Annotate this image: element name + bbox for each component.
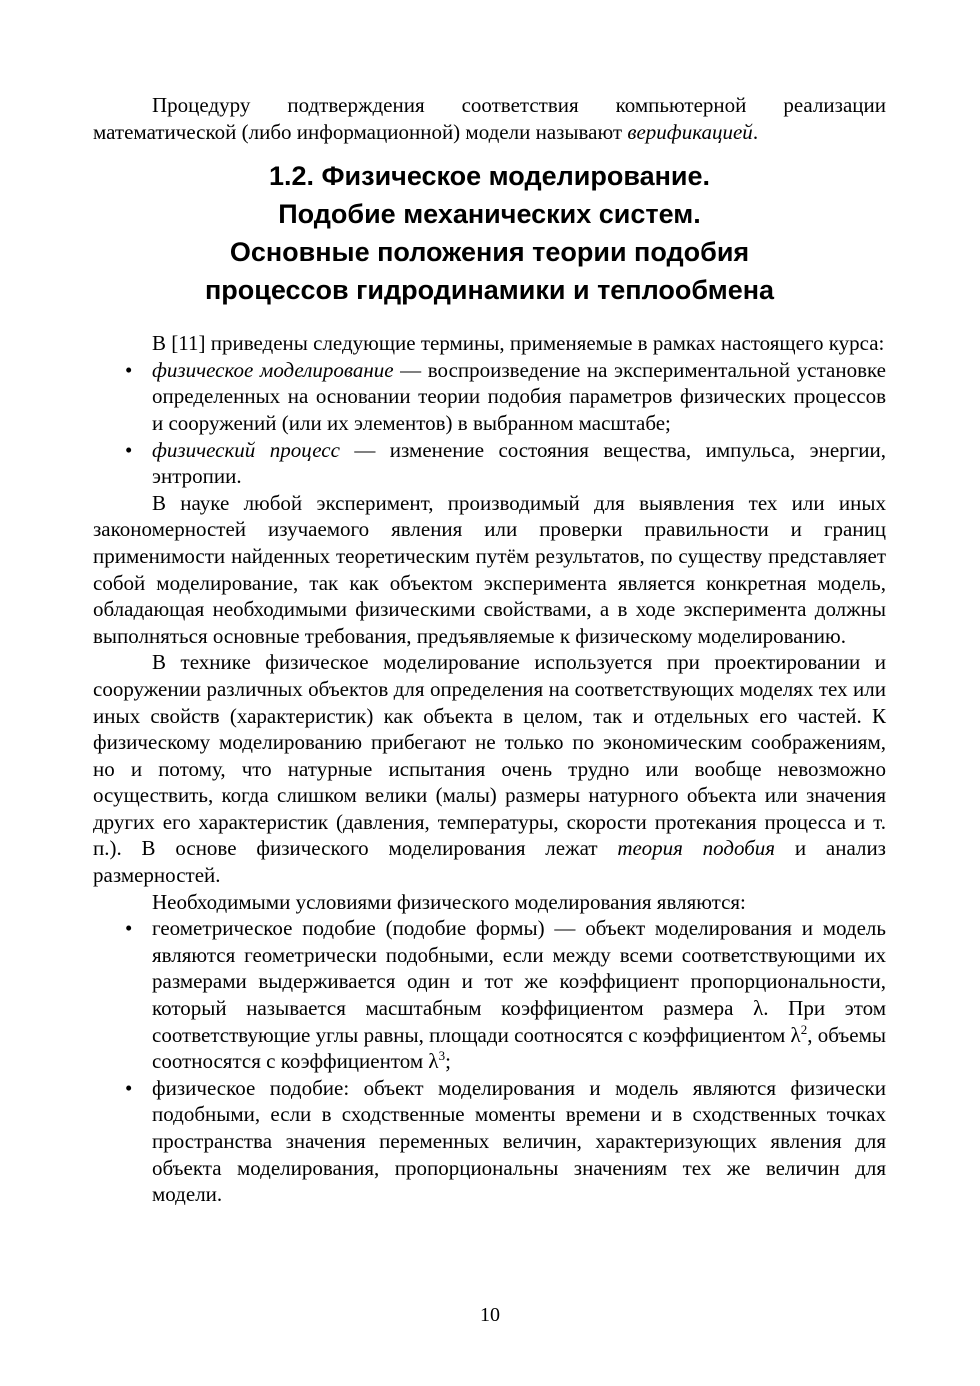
physical-text: физическое подобие: объект моделирования и модель являются физически подобными, если в сходственные моменты времени и в сходственных точках пространства значения переменных величин, характеризующих явления для объекта моделирования, пропорциональны значениям тех же величин для модели. [152,1075,886,1207]
conditions-list [93,915,886,1208]
terms-list [93,357,886,490]
bullet-icon: • [125,357,133,382]
list-item [93,915,886,1075]
heading-line: процессов гидродинамики и теплообмена [204,275,775,306]
page-body [93,92,886,1208]
heading-line: 1.2. Физическое моделирование. [268,161,711,192]
geometric-end: ; [445,1049,451,1074]
intro-end: . [752,119,759,144]
bullet-icon: • [125,916,133,941]
superscript-2: 2 [800,1021,808,1037]
intro-paragraph [93,92,886,145]
list-item [93,1075,886,1208]
list-item [93,437,886,490]
geometric-text: геометрическое подобие (подобие формы) — объект моделирования и модель являются геометрически подобными, если между всеми соответствующими их размерами выдерживается один и тот же коэффициент пропорциональности, который называется масштабным коэффициентом размера λ. При этом соответствующие углы равны, площади соотносятся с коэффициентом λ [152,916,886,1047]
list-item [93,357,886,437]
bullet-icon: • [125,437,133,462]
terms-intro-paragraph: В [11] приведены следующие термины, применяемые в рамках настоящего курса: [152,331,885,356]
intro-term: верификацией [627,119,753,144]
technique-paragraph [93,649,886,888]
term-definition: — воспроизведение на экспериментальной установке определенных на основании теории подобия параметров физических процессов и сооружений (или их элементов) в выбранном масштабе; [152,357,886,435]
conditions-intro-paragraph: Необходимыми условиями физического моделирования являются: [152,889,746,914]
intro-text: Процедуру подтверждения соответствия компьютерной реализации математической (либо информационной) модели называют [93,93,886,144]
term-name: физический процесс [152,437,340,462]
term-definition: — изменение состояния вещества, импульса, энергии, энтропии. [152,437,886,489]
technique-text: В технике физическое моделирование используется при проектировании и сооружении различных объектов для определения на соответствующих моделях тех или иных свойств (характеристик) как объекта в целом, так и отдельных его частей. К физическому моделированию прибегают не только по экономическим соображениям, но и потому, что натурные испытания очень трудно или вообще невозможно осуществить, когда слишком велики (малы) размеры натурного объекта или значения других его характеристик (давления, температуры, скорости протекания процесса и т. п.). В основе физического моделирования лежат [93,650,886,861]
geometric-mid: , объемы соотносятся с коэффициентом λ [152,1022,886,1074]
term-name: физическое моделирование [152,357,394,382]
bullet-icon: • [125,1075,133,1100]
technique-term: теория подобия [617,836,776,861]
science-paragraph: В науке любой эксперимент, производимый для выявления тех или иных закономерностей изучаемого явления или проверки правильности и границ применимости найденных теоретическим путём результатов, по существу представляет собой моделирование, так как объектом эксперимента является конкретная модель, обладающая необходимыми физическими свойствами, а в ходе эксперимента должны выполняться основные требования, предъявляемые к физическому моделированию. [93,490,886,648]
heading-line: Подобие механических систем. [278,199,701,230]
superscript-3: 3 [438,1048,446,1064]
page-number: 10 [480,1304,500,1326]
heading-line: Основные положения теории подобия [229,237,750,268]
technique-end: и анализ размерностей. [93,836,886,888]
section-heading [93,157,886,309]
